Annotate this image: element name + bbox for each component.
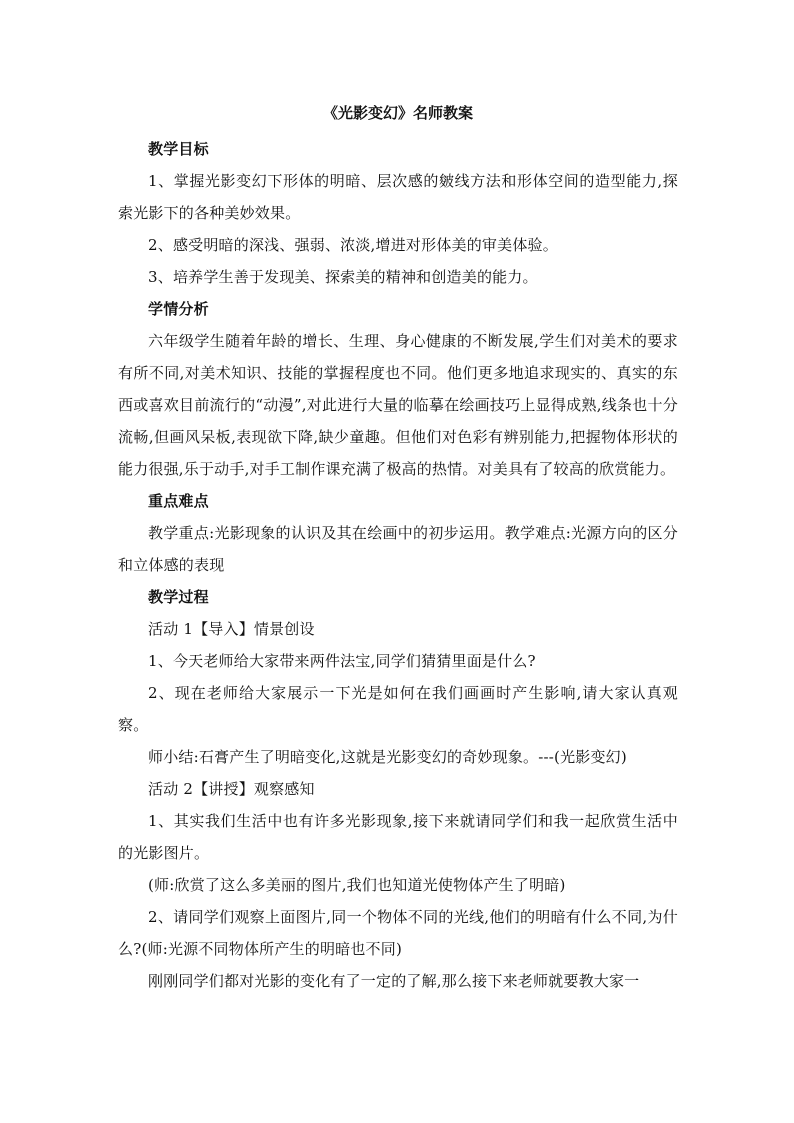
paragraph: 2、请同学们观察上面图片,同一个物体不同的光线,他们的明暗有什么不同,为什么?(师:光源不同物体所产生的明暗也不同) <box>118 908 678 958</box>
document-title: 《光影变幻》名师教案 <box>322 104 473 122</box>
paragraph: 2、现在老师给大家展示一下光是如何在我们画画时产生影响,请大家认真观察。 <box>118 684 678 734</box>
paragraph: 活动 2【讲授】观察感知 <box>148 780 315 798</box>
paragraph: 1、其实我们生活中也有许多光影现象,接下来就请同学们和我一起欣赏生活中的光影图片。 <box>118 812 678 862</box>
paragraph: 教学重点:光影现象的认识及其在绘画中的初步运用。教学难点:光源方向的区分和立体感的表现 <box>118 524 678 574</box>
paragraph: 3、培养学生善于发现美、探索美的精神和创造美的能力。 <box>148 268 538 286</box>
document-page <box>118 100 678 997</box>
paragraph: 2、感受明暗的深浅、强弱、浓淡,增进对形体美的审美体验。 <box>148 236 558 254</box>
paragraph: 刚刚同学们都对光影的变化有了一定的了解,那么接下来老师就要教大家一 <box>148 972 640 990</box>
section-heading-analysis: 学情分析 <box>148 300 209 318</box>
section-heading-process: 教学过程 <box>148 588 209 606</box>
paragraph: 六年级学生随着年龄的增长、生理、身心健康的不断发展,学生们对美术的要求有所不同,对美术知识、技能的掌握程度也不同。他们更多地追求现实的、真实的东西或喜欢目前流行的“动漫”,对此进行大量的临摹在绘画技巧上显得成熟,线条也十分流畅,但画风呆板,表现欲下降,缺少童趣。但他们对色彩有辨别能力,把握物体形状的能力很强,乐于动手,对手工制作课充满了极高的热情。对美具有了较高的欣赏能力。 <box>118 332 678 478</box>
section-heading-key-points: 重点难点 <box>148 492 209 510</box>
paragraph: 活动 1【导入】情景创设 <box>148 620 315 638</box>
section-heading-objectives: 教学目标 <box>148 140 209 158</box>
paragraph: 师小结:石膏产生了明暗变化,这就是光影变幻的奇妙现象。---(光影变幻) <box>148 748 627 766</box>
paragraph: 1、掌握光影变幻下形体的明暗、层次感的皴线方法和形体空间的造型能力,探索光影下的各种美妙效果。 <box>118 172 678 222</box>
paragraph: (师:欣赏了这么多美丽的图片,我们也知道光使物体产生了明暗) <box>148 876 566 894</box>
paragraph: 1、今天老师给大家带来两件法宝,同学们猜猜里面是什么? <box>148 652 536 670</box>
